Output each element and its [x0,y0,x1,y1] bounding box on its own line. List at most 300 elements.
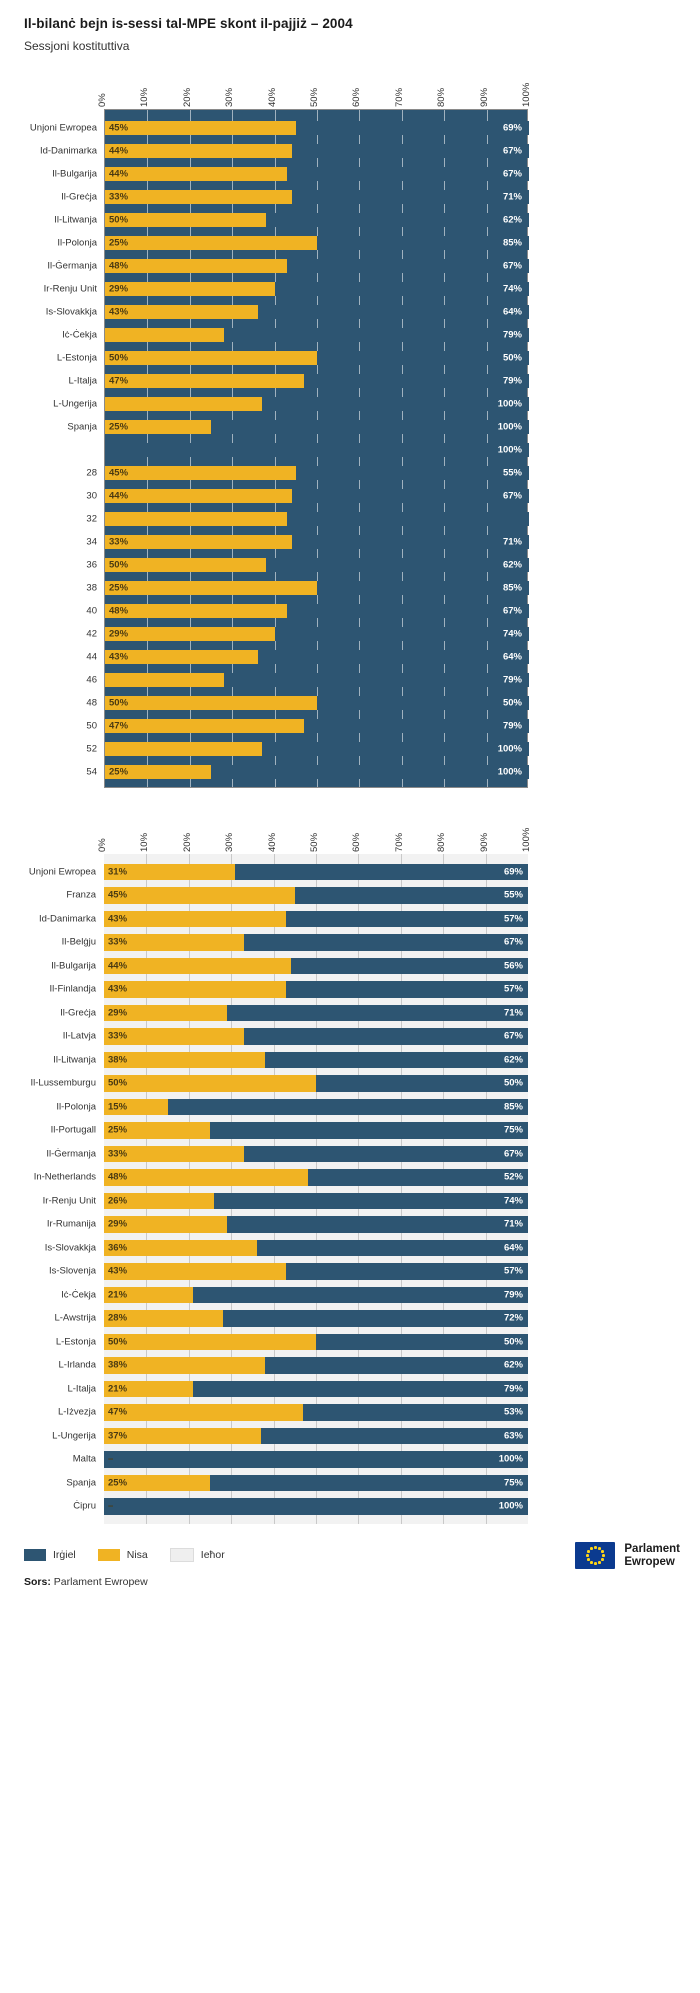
value-label-women: 25% [109,421,129,432]
bar-women [105,144,292,158]
value-label-women: 33% [108,936,128,948]
row-category-label: L-Awstrija [54,1312,96,1324]
logo-line-1: Parlament [624,1542,680,1555]
row-category-label: Unjoni Ewropea [28,866,96,878]
bar-men [295,887,528,904]
value-label-men: 100% [497,743,522,754]
value-label-women: 47% [109,720,129,731]
value-label-women: 48% [108,1171,128,1183]
row-category-label: 50 [86,720,97,731]
chart-rows [28,860,528,1518]
value-label-women: 43% [109,651,129,662]
axis-tick-label: 30% [224,832,236,852]
bar-women [105,719,304,733]
row-category-label: Il-Ġermanja [46,1148,96,1160]
bar-women [104,911,286,928]
value-label-men: 85% [502,582,522,593]
row-category-label: Id-Danimarka [39,145,97,156]
bar-men [224,673,529,687]
value-label-men: 85% [503,1101,523,1113]
legend-item-other [170,1548,225,1562]
value-label-men: 67% [502,168,522,179]
value-label-men: 100% [497,766,522,777]
table-row [56,1095,528,1119]
value-label-women: 43% [108,983,128,995]
row-category-label: L-Italja [68,375,97,386]
bar-women [104,1334,316,1351]
row-category-label: Iċ-Ċekja [62,329,97,340]
bar-women [105,673,224,687]
row-category-label: Malta [72,1453,96,1465]
bar-men [265,1357,528,1374]
bar-men [275,282,529,296]
table-row [105,438,527,461]
row-category-label: 28 [86,467,97,478]
row-category-label: L-Ungerija [53,398,97,409]
bar-men [286,911,528,928]
bar-men [266,213,529,227]
value-label-women: 33% [108,1148,128,1160]
value-label-women: 15% [108,1101,128,1113]
value-label-men: 79% [502,720,522,731]
page-subtitle: Sessjoni kostituttiva [24,39,130,53]
table-row [72,1448,528,1472]
bar-men [210,1122,528,1139]
bar-women [105,121,296,135]
value-label-women: 50% [109,214,129,225]
bar-women [105,489,292,503]
value-label-women: – [108,1453,114,1465]
value-label-women: 50% [109,559,129,570]
table-row [45,300,527,323]
bar-women [105,558,266,572]
bar-men [211,420,529,434]
star-icon [587,1558,590,1561]
table-row [61,931,528,955]
source-text: Parlament Ewropew [53,1576,148,1588]
value-label-men: 100% [497,444,522,455]
bar-men [308,1169,528,1186]
bar-women [104,1357,265,1374]
axis-tick-label: 10% [139,832,151,852]
value-label-men: 64% [502,651,522,662]
star-icon [601,1558,604,1561]
bar-women [105,282,275,296]
row-category-label: 38 [86,582,97,593]
row-category-label: 32 [86,513,97,524]
value-label-men: 71% [503,1007,523,1019]
row-category-label: Spanja [66,1477,96,1489]
value-label-men: 74% [502,283,522,294]
row-category-label: 36 [86,559,97,570]
value-label-women: 29% [109,283,129,294]
table-row [46,1213,528,1237]
row-category-label: 54 [86,766,97,777]
value-label-women: 44% [109,168,129,179]
legend-label-women: Nisa [126,1549,148,1561]
axis-tick-label: 100% [521,82,532,107]
table-row [56,346,527,369]
bar-women [104,1052,265,1069]
row-category-label: L-Ungerija [52,1430,96,1442]
table-row [86,714,527,737]
value-label-women: 45% [108,889,128,901]
value-label-women: 28% [108,1312,128,1324]
value-label-men: 55% [502,467,522,478]
value-label-men: 67% [502,605,522,616]
star-icon [602,1554,605,1557]
table-row [86,530,527,553]
bar-men [168,1099,528,1116]
table-row [54,208,527,231]
bar-men [210,1475,528,1492]
row-category-label: 48 [86,697,97,708]
footer [0,1542,700,1622]
table-row [73,1495,528,1519]
value-label-men: 67% [502,490,522,501]
value-label-women: 21% [108,1289,128,1301]
bar-men [105,443,529,457]
value-label-men: 71% [502,191,522,202]
bar-women [105,742,262,756]
bar-women [104,1263,286,1280]
value-label-men: 71% [503,1218,523,1230]
row-category-label: 42 [86,628,97,639]
value-label-women: 48% [109,260,129,271]
bar-men [317,351,529,365]
table-row [86,668,527,691]
value-label-men: 100% [498,1500,523,1512]
bar-men [224,328,529,342]
bar-women [105,374,304,388]
value-label-women: 29% [108,1218,128,1230]
row-category-label: L-Estonja [55,1336,96,1348]
value-label-men: 100% [497,398,522,409]
value-label-women: 50% [108,1077,128,1089]
star-icon [594,1562,597,1565]
bar-men [214,1193,528,1210]
table-row [30,1072,528,1096]
value-label-women: 21% [108,1383,128,1395]
bar-men [304,374,529,388]
value-label-women: 50% [108,1336,128,1348]
value-label-women: 38% [108,1054,128,1066]
table-row [53,1048,528,1072]
value-label-men: 100% [498,1453,523,1465]
value-label-women: 25% [109,582,129,593]
bar-men [244,1146,528,1163]
row-category-label: Il-Finlandja [49,983,96,995]
value-label-women: 43% [109,306,129,317]
axis-tick-label: 90% [478,87,490,107]
value-label-men: 67% [503,1148,523,1160]
value-label-men: 50% [503,1077,523,1089]
value-label-women: 29% [108,1007,128,1019]
bar-men [275,627,529,641]
value-label-men: 85% [502,237,522,248]
value-label-men: 50% [502,352,522,363]
bar-men [261,1428,528,1445]
star-icon [590,1547,593,1550]
value-label-men: 56% [503,960,523,972]
value-label-women: 25% [109,237,129,248]
row-category-label: Id-Danimarka [38,913,96,925]
value-label-men: 100% [497,421,522,432]
row-category-label: Franza [66,889,96,901]
bar-men [287,512,529,526]
table-row [61,1283,528,1307]
table-row [60,1001,528,1025]
bar-women [105,190,292,204]
row-category-label: In-Netherlands [33,1171,96,1183]
header [0,0,700,53]
chart-2-x-axis [0,812,700,854]
value-label-men: 62% [502,559,522,570]
table-row [86,645,527,668]
axis-tick-label: 20% [181,87,193,107]
axis-tick-label: 70% [393,87,405,107]
table-row [29,116,527,139]
value-label-women: 44% [109,145,129,156]
bar-women [105,627,275,641]
bar-men [296,121,529,135]
table-row [62,1025,528,1049]
row-category-label: L-Italja [67,1383,96,1395]
row-category-label: Il-Polonja [57,237,97,248]
table-row [68,369,527,392]
value-label-men: 57% [503,913,523,925]
value-label-men: 50% [502,697,522,708]
row-category-label: 44 [86,651,97,662]
bar-women [105,604,287,618]
axis-tick-label: 80% [436,832,448,852]
value-label-women: 36% [108,1242,128,1254]
bar-men [104,1451,528,1468]
row-category-label: Il-Latvja [62,1030,96,1042]
table-row [86,507,527,530]
source-note [24,1576,148,1588]
row-category-label: Il-Litwanja [54,214,97,225]
legend-label-other: Ieħor [200,1549,225,1561]
value-label-men: 62% [502,214,522,225]
bar-men [304,719,529,733]
bar-women [105,351,317,365]
value-label-women: 45% [109,122,129,133]
value-label-men: 55% [503,889,523,901]
value-label-women: 43% [108,913,128,925]
bar-men [316,1075,528,1092]
table-row [53,392,527,415]
bar-women [104,1169,308,1186]
bar-men [287,604,529,618]
value-label-women: 50% [109,697,129,708]
bar-men [317,236,529,250]
value-label-men: 50% [503,1336,523,1348]
value-label-men: 69% [503,866,523,878]
source-prefix: Sors: [24,1576,51,1588]
row-category-label: Il-Portugall [50,1124,96,1136]
table-row [86,576,527,599]
bar-men [257,1240,528,1257]
bar-women [105,213,266,227]
row-category-label: L-Irlanda [58,1359,96,1371]
bar-men [262,397,529,411]
axis-tick-label: 10% [139,87,151,107]
value-label-women: 44% [108,960,128,972]
bar-women [105,236,317,250]
bar-women [105,512,287,526]
bar-men [291,958,528,975]
value-label-women: 33% [109,191,129,202]
axis-tick-label: 90% [478,832,490,852]
star-icon [590,1561,593,1564]
bar-men [303,1404,528,1421]
value-label-men: 72% [503,1312,523,1324]
table-row [43,277,527,300]
bar-women [104,981,286,998]
bar-women [105,535,292,549]
star-icon [594,1546,597,1549]
star-icon [587,1550,590,1553]
bar-men [258,305,529,319]
star-icon [586,1554,589,1557]
value-label-women: 48% [109,605,129,616]
table-row [58,1354,528,1378]
table-row [67,415,527,438]
axis-tick-label: 60% [351,87,363,107]
value-label-men: 53% [503,1406,523,1418]
axis-tick-label: 40% [266,87,278,107]
value-label-women: 43% [108,1265,128,1277]
bar-women [104,887,295,904]
row-category-label: Spanja [67,421,97,432]
chart-1-x-axis [0,67,700,109]
row-category-label: Is-Slovakkja [45,306,97,317]
table-row [46,1142,528,1166]
value-label-men: 63% [503,1430,523,1442]
bar-men [258,650,529,664]
row-category-label: Ir-Renju Unit [43,283,97,294]
chart-2-plot [28,854,528,1524]
table-row [57,1401,528,1425]
bar-men [292,489,529,503]
value-label-women: 38% [108,1359,128,1371]
bar-men [262,742,529,756]
bar-men [104,1498,528,1515]
row-category-label: Il-Bulgarija [52,168,97,179]
table-row [54,1307,528,1331]
axis-tick-label: 0% [97,838,108,852]
value-label-women: – [108,1500,114,1512]
axis-tick-label: 30% [224,87,236,107]
bar-women [104,1075,316,1092]
star-icon [601,1550,604,1553]
value-label-men: 67% [502,260,522,271]
table-row [42,1189,528,1213]
bar-men [235,864,528,881]
bar-men [317,581,529,595]
legend-item-men [24,1549,76,1561]
bar-men [244,1028,528,1045]
bar-men [287,167,529,181]
bar-men [223,1310,528,1327]
bar-women [105,696,317,710]
legend-swatch-other [170,1548,194,1562]
value-label-women: 33% [109,536,129,547]
table-row [57,231,527,254]
axis-tick-label: 40% [266,832,278,852]
row-category-label: Il-Litwanja [53,1054,96,1066]
table-row [49,978,528,1002]
row-category-label: Is-Slovakkja [44,1242,96,1254]
value-label-men: 67% [502,145,522,156]
value-label-men: 64% [502,306,522,317]
table-row [55,1330,528,1354]
value-label-men: 52% [503,1171,523,1183]
table-row [62,323,527,346]
table-row [86,760,527,783]
bar-women [105,167,287,181]
table-row [86,622,527,645]
table-row [66,884,528,908]
value-label-men: 57% [503,1265,523,1277]
legend-item-women [98,1549,148,1561]
axis-tick-label: 20% [181,832,193,852]
table-row [86,691,527,714]
bar-men [286,981,528,998]
bar-men [286,1263,528,1280]
axis-tick-label: 70% [393,832,405,852]
value-label-women: 26% [108,1195,128,1207]
logo-text [624,1543,680,1569]
value-label-men: 57% [503,983,523,995]
value-label-women: 50% [109,352,129,363]
bar-women [105,259,287,273]
bar-men [244,934,528,951]
value-label-women: 31% [108,866,128,878]
table-row [44,1236,528,1260]
value-label-men: 69% [502,122,522,133]
bar-men [317,696,529,710]
value-label-men: 74% [502,628,522,639]
logo-line-2: Ewropew [624,1555,675,1568]
row-category-label: L-Iżvezja [57,1406,96,1418]
table-row [67,1377,528,1401]
value-label-women: 33% [108,1030,128,1042]
axis-tick-label: 0% [97,93,108,107]
table-row [61,185,527,208]
value-label-women: 47% [109,375,129,386]
bar-men [316,1334,528,1351]
bar-men [193,1287,528,1304]
bar-men [287,259,529,273]
legend-swatch-women [98,1549,120,1561]
value-label-women: 25% [108,1477,128,1489]
value-label-men: 74% [503,1195,523,1207]
row-category-label: Il-Ġermanja [47,260,97,271]
table-row [86,737,527,760]
row-category-label: 52 [86,743,97,754]
bar-men [292,535,529,549]
row-category-label: Il-Greċja [61,191,97,202]
row-category-label: Il-Lussemburgu [30,1077,96,1089]
axis-tick-label: 50% [309,87,320,107]
chart-rows [29,116,527,783]
bar-women [104,1404,303,1421]
bar-men [193,1381,528,1398]
bar-women [105,581,317,595]
legend-swatch-men [24,1549,46,1561]
